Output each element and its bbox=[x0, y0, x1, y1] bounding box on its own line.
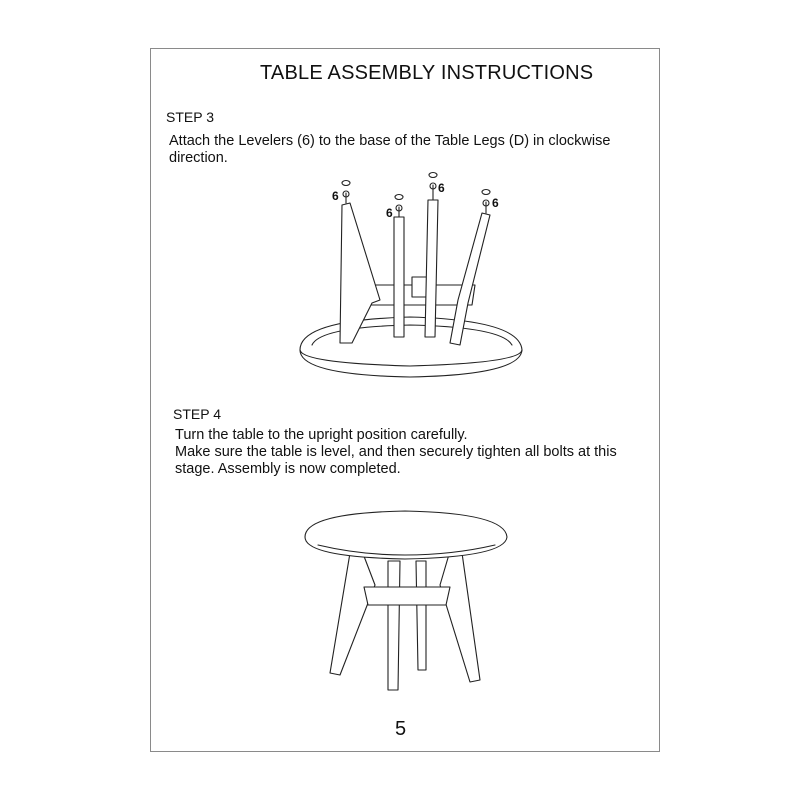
step4-line-3: stage. Assembly is now completed. bbox=[175, 461, 401, 477]
step3-line-2: direction. bbox=[169, 150, 228, 166]
step4-line-2: Make sure the table is level, and then securely tighten all bolts at this bbox=[175, 444, 617, 460]
step4-diagram-upright-table bbox=[300, 505, 510, 700]
leveler-callout-3: 6 bbox=[438, 181, 445, 195]
step3-heading: STEP 3 bbox=[166, 109, 214, 125]
step4-line-1: Turn the table to the upright position carefully. bbox=[175, 427, 468, 443]
step3-line-1: Attach the Levelers (6) to the base of the Table Legs (D) in clockwise bbox=[169, 133, 611, 149]
leveler-callout-2: 6 bbox=[386, 206, 393, 220]
apron-frame bbox=[364, 587, 450, 605]
leveler-parts bbox=[342, 173, 490, 218]
table-legs bbox=[330, 551, 480, 690]
step3-diagram-upside-down-table bbox=[290, 165, 530, 380]
page-number: 5 bbox=[395, 718, 407, 740]
tabletop bbox=[305, 511, 507, 559]
step4-heading: STEP 4 bbox=[173, 406, 221, 422]
page-title: TABLE ASSEMBLY INSTRUCTIONS bbox=[260, 62, 594, 84]
tabletop-underside bbox=[300, 317, 522, 377]
leveler-callout-4: 6 bbox=[492, 196, 499, 210]
leveler-callout-1: 6 bbox=[332, 189, 339, 203]
